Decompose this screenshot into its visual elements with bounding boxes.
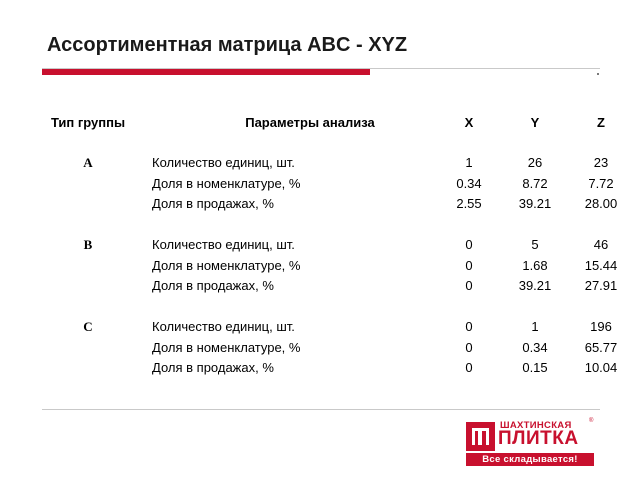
table-row [38,337,634,358]
table-row [38,194,634,215]
header-x: X [464,114,474,130]
value-y: 1 [531,319,539,335]
header-z: Z [597,114,605,130]
table-row [38,276,634,297]
value-z: 15.44 [584,257,618,273]
value-z: 46 [593,237,609,253]
value-z: 23 [593,155,609,171]
value-x: 0 [465,278,473,294]
abc-xyz-table [38,112,634,378]
param-cell: Доля в номенклатуре, % [152,339,301,355]
table-row [38,255,634,276]
value-y: 26 [527,155,543,171]
param-cell: Количество единиц, шт. [152,155,295,171]
param-cell: Доля в номенклатуре, % [152,175,301,191]
logo-tile-icon [466,422,495,451]
value-z: 28.00 [584,196,618,212]
header-spacer [38,132,634,153]
value-x: 0.34 [456,175,482,191]
value-y: 1.68 [522,257,548,273]
table-header-row [38,112,634,132]
slide-title: Ассортиментная матрица ABC - XYZ [47,34,408,56]
logo-slogan: Все складывается! [466,453,594,466]
value-z: 196 [590,319,612,335]
value-y: 39.21 [518,196,552,212]
value-y: 39.21 [518,278,552,294]
accent-bar [42,69,370,75]
group-letter-a: A [83,154,93,170]
table-row [38,153,634,174]
param-cell: Доля в продажах, % [152,196,274,212]
rule-end-dot [597,73,599,75]
value-x: 0 [465,339,473,355]
table-row [38,317,634,338]
value-x: 0 [465,319,473,335]
group-gap [38,296,634,317]
value-y: 8.72 [522,175,548,191]
logo-top-text: ШАХТИНСКАЯ [500,420,572,431]
value-x: 1 [465,155,473,171]
group-letter-b: B [83,236,93,252]
logo-registered-mark: ® [589,418,594,424]
value-x: 0 [465,237,473,253]
value-x: 0 [465,257,473,273]
table-row [38,358,634,379]
header-params: Параметры анализа [245,114,375,130]
header-y: Y [530,114,540,130]
param-cell: Доля в продажах, % [152,360,274,376]
value-z: 27.91 [584,278,618,294]
header-group-type: Тип группы [50,114,126,130]
value-z: 10.04 [584,360,618,376]
value-y: 5 [531,237,539,253]
param-cell: Доля в номенклатуре, % [152,257,301,273]
value-x: 2.55 [456,196,482,212]
param-cell: Количество единиц, шт. [152,319,295,335]
group-letter-c: C [83,318,93,334]
footer-rule [42,409,600,410]
value-y: 0.15 [522,360,548,376]
value-z: 7.72 [588,175,614,191]
company-logo [466,418,596,468]
table-row [38,173,634,194]
param-cell: Количество единиц, шт. [152,237,295,253]
logo-main-text: ПЛИТКА [498,428,579,449]
param-cell: Доля в продажах, % [152,278,274,294]
table-row [38,235,634,256]
value-z: 65.77 [584,339,618,355]
value-y: 0.34 [522,339,548,355]
value-x: 0 [465,360,473,376]
group-gap [38,214,634,235]
